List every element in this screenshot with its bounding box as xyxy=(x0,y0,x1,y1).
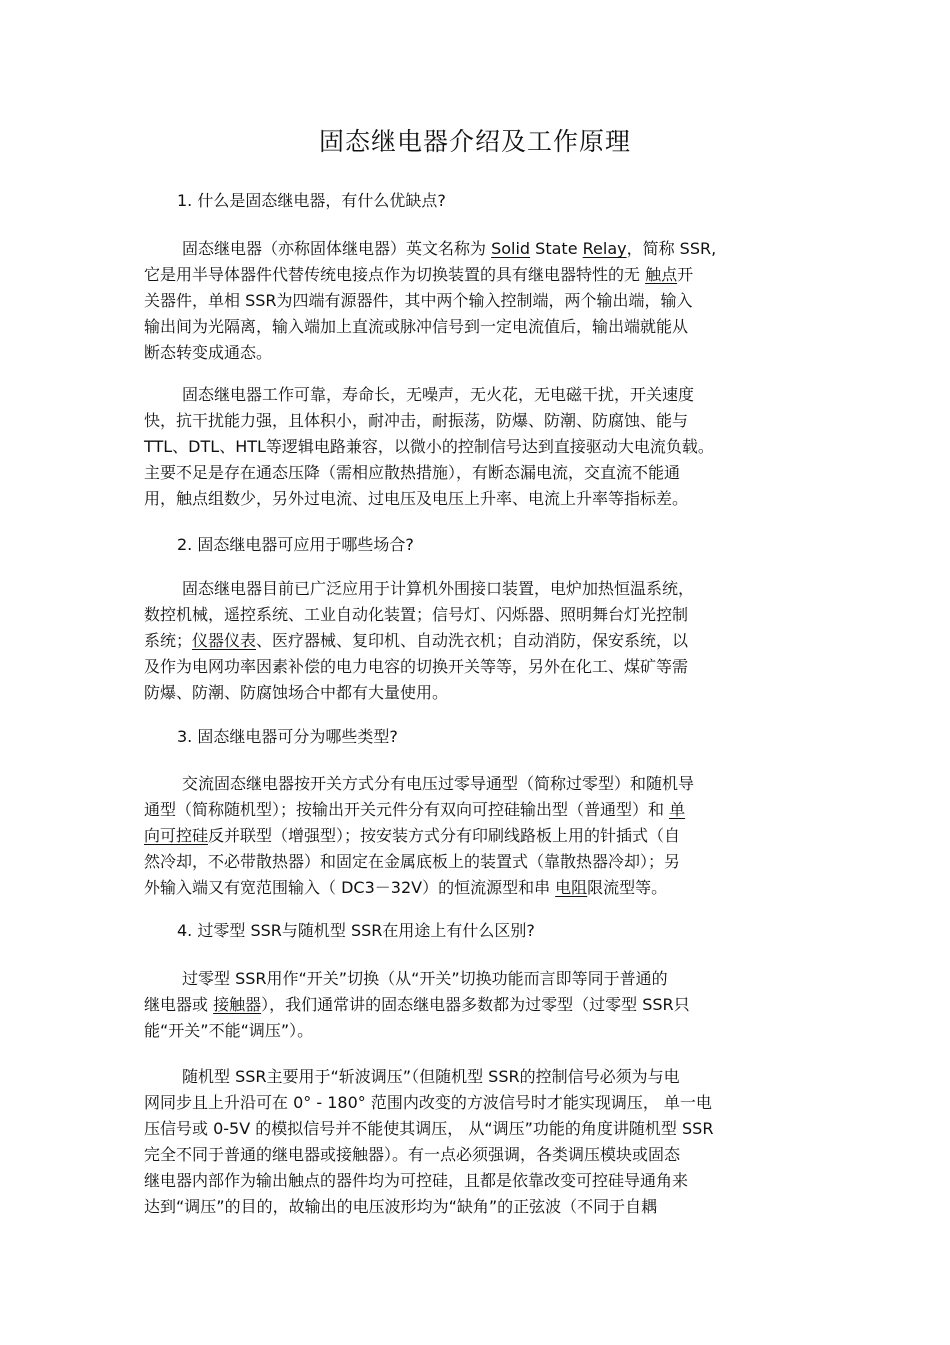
paragraph-line: 然冷却，不必带散热器）和固定在金属底板上的装置式（靠散热器冷却）；另 xyxy=(144,852,681,871)
link-solid[interactable]: Solid xyxy=(491,239,531,258)
paragraph-line xyxy=(144,797,804,823)
paragraph-line: 关器件，单相 SSR为四端有源器件，其中两个输入控制端，两个输出端，输入 xyxy=(144,291,693,310)
paragraph-line: TTL、DTL、HTL等逻辑电路兼容，以微小的控制信号达到直接驱动大电流负载。 xyxy=(144,437,714,456)
text-span: 通型（简称随机型）；按输出开关元件分有双向可控硅输出型（普通型）和 xyxy=(144,800,670,819)
paragraph-line: 能“开关”不能“调压”）。 xyxy=(144,1021,314,1040)
paragraph-2 xyxy=(144,382,804,512)
paragraph-line: 继电器内部作为输出触点的器件均为可控硅，且都是依靠改变可控硅导通角来 xyxy=(144,1171,689,1190)
paragraph-line: 数控机械，遥控系统、工业自动化装置；信号灯、闪烁器、照明舞台灯光控制 xyxy=(144,605,689,624)
text-span: 开 xyxy=(677,265,694,284)
section-heading-2: 2. 固态继电器可应用于哪些场合? xyxy=(177,535,414,554)
document-title: 固态继电器介绍及工作原理 xyxy=(318,127,631,156)
text-span: 它是用半导体器件代替传统电接点作为切换装置的具有继电器特性的无 xyxy=(144,265,646,284)
paragraph-line: 完全不同于普通的继电器或接触器）。有一点必须强调，各类调压模块或固态 xyxy=(144,1145,681,1164)
text-span: 反并联型（增强型）；按安装方式分有印刷线路板上用的针插式（自 xyxy=(208,826,681,845)
link-instruments[interactable]: 仪器仪表 xyxy=(192,631,257,650)
section-heading-1: 1. 什么是固态继电器，有什么优缺点? xyxy=(177,191,446,210)
paragraph-line: 输出间为光隔离，输入端加上直流或脉冲信号到一定电流值后，输出端就能从 xyxy=(144,317,689,336)
text-span: 系统； xyxy=(144,631,193,650)
paragraph-line xyxy=(144,992,804,1018)
paragraph-line: 过零型 SSR用作“开关”切换（从“开关”切换功能而言即等同于普通的 xyxy=(182,969,668,988)
paragraph-line xyxy=(144,262,804,288)
link-resistor[interactable]: 电阻 xyxy=(555,878,588,897)
paragraph-line: 固态继电器目前已广泛应用于计算机外围接口装置，电炉加热恒温系统， xyxy=(182,579,695,598)
link-contactor[interactable]: 接触器 xyxy=(213,995,262,1014)
paragraph-5 xyxy=(144,966,804,1044)
text-span: 、医疗器械、复印机、自动洗衣机；自动消防，保安系统，以 xyxy=(256,631,689,650)
paragraph-line: 压信号或 0-5V 的模拟信号并不能使其调压， 从“调压”功能的角度讲随机型 SSR xyxy=(144,1119,714,1138)
paragraph-3 xyxy=(144,576,804,706)
paragraph-line xyxy=(144,823,804,849)
paragraph-line xyxy=(144,236,804,262)
section-heading-4: 4. 过零型 SSR与随机型 SSR在用途上有什么区别? xyxy=(177,921,535,940)
paragraph-line: 固态继电器工作可靠，寿命长，无噪声，无火花，无电磁干扰，开关速度 xyxy=(182,385,695,404)
paragraph-line: 及作为电网功率因素补偿的电力电容的切换开关等等，另外在化工、煤矿等需 xyxy=(144,657,689,676)
paragraph-line: 断态转变成通态。 xyxy=(144,343,273,362)
paragraph-line xyxy=(144,875,804,901)
paragraph-line: 交流固态继电器按开关方式分有电压过零导通型（简称过零型）和随机导 xyxy=(182,774,695,793)
paragraph-line: 用，触点组数少，另外过电流、过电压及电压上升率、电流上升率等指标差。 xyxy=(144,489,689,508)
paragraph-line: 达到“调压”的目的，故输出的电压波形均为“缺角”的正弦波（不同于自耦 xyxy=(144,1197,658,1216)
text-span: 继电器或 xyxy=(144,995,214,1014)
text-span: State xyxy=(530,239,583,258)
text-span: 固态继电器（亦称固体继电器）英文名称为 xyxy=(182,239,492,258)
paragraph-line: 随机型 SSR主要用于“斩波调压”（但随机型 SSR的控制信号必须为与电 xyxy=(182,1067,680,1086)
paragraph-4 xyxy=(144,771,804,901)
link-unidirectional-scr[interactable]: 向可控硅 xyxy=(144,826,209,845)
text-span: ），我们通常讲的固态继电器多数都为过零型（过零型 SSR只 xyxy=(261,995,690,1014)
paragraph-1 xyxy=(144,236,804,366)
paragraph-line: 快，抗干扰能力强，且体积小，耐冲击，耐振荡，防爆、防潮、防腐蚀、能与 xyxy=(144,411,689,430)
section-heading-3: 3. 固态继电器可分为哪些类型? xyxy=(177,727,398,746)
text-span: ，简称 SSR, xyxy=(626,239,717,258)
link-contact[interactable]: 触点 xyxy=(645,265,678,284)
link-relay[interactable]: Relay xyxy=(582,239,627,258)
text-span: 限流型等。 xyxy=(587,878,668,897)
paragraph-line: 网同步且上升沿可在 0° - 180° 范围内改变的方波信号时才能实现调压， 单一电 xyxy=(144,1093,712,1112)
paragraph-line xyxy=(144,628,804,654)
link-unidirectional-scr[interactable]: 单 xyxy=(669,800,686,819)
paragraph-6 xyxy=(144,1064,804,1220)
paragraph-line: 防爆、防潮、防腐蚀场合中都有大量使用。 xyxy=(144,683,449,702)
paragraph-line: 主要不足是存在通态压降（需相应散热措施），有断态漏电流，交直流不能通 xyxy=(144,463,681,482)
text-span: 外输入端又有宽范围输入（ DC3－32V）的恒流源型和串 xyxy=(144,878,556,897)
